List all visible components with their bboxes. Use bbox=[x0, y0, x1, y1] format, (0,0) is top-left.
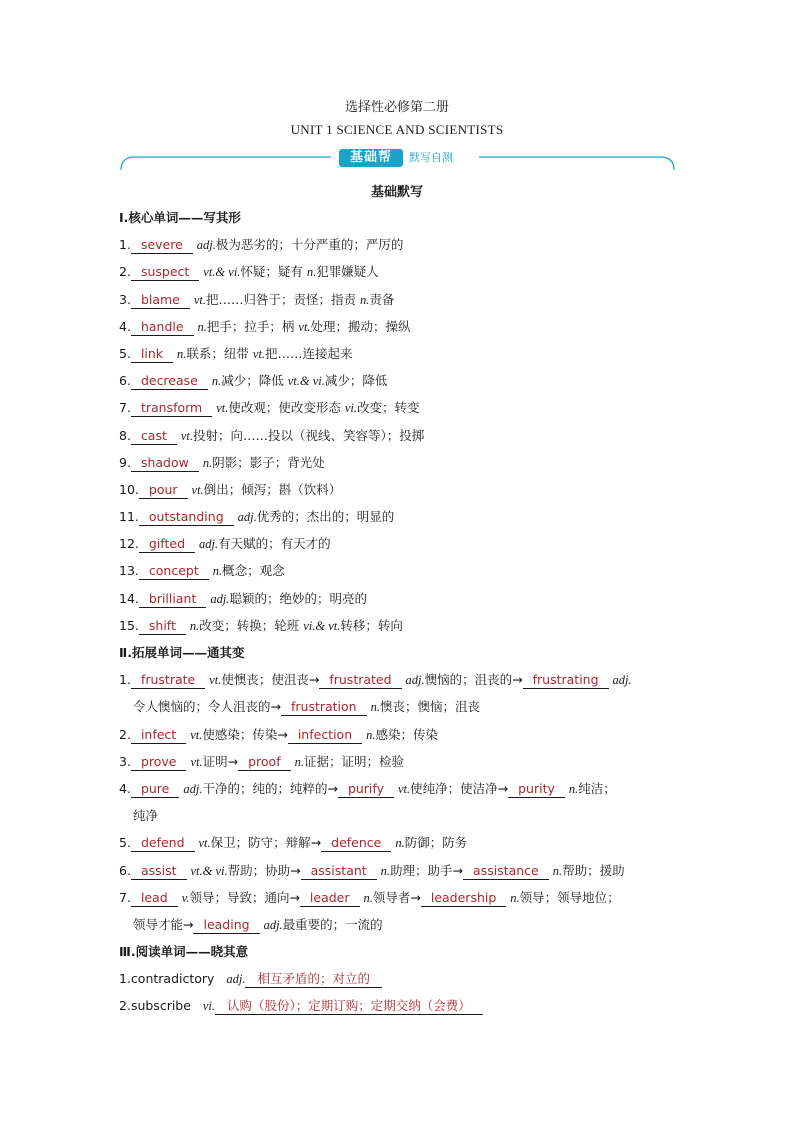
pos-label: vt. bbox=[252, 346, 266, 361]
answer-blank: frustrated bbox=[319, 672, 401, 689]
pos-label: adj. bbox=[263, 917, 283, 932]
definition: 减少；降低 bbox=[221, 373, 288, 389]
answer-blank: assistance bbox=[463, 863, 549, 880]
definition: 使改观；使改变形态 bbox=[228, 400, 345, 416]
list-item bbox=[119, 859, 679, 886]
answer-blank: link bbox=[131, 346, 173, 363]
pos-label: n. bbox=[212, 564, 223, 579]
list-item bbox=[119, 750, 679, 777]
item-number: 13. bbox=[119, 563, 139, 579]
list-item bbox=[119, 478, 679, 505]
list-item-continued bbox=[119, 913, 679, 940]
item-number: 6. bbox=[119, 862, 131, 878]
answer-blank: prove bbox=[131, 754, 187, 771]
definition: 助理；助手→ bbox=[390, 862, 464, 878]
definition: 阴影；影子；背光处 bbox=[212, 454, 325, 470]
definition: 把……连接起来 bbox=[265, 345, 353, 361]
pos-label: vt. bbox=[198, 836, 211, 851]
pos-label: n. bbox=[360, 292, 370, 307]
list-item bbox=[119, 342, 679, 369]
answer-blank: assist bbox=[131, 863, 187, 880]
item-number: 10. bbox=[119, 481, 139, 497]
item-number: 14. bbox=[119, 590, 139, 606]
list-item bbox=[119, 587, 679, 614]
answer-blank: infect bbox=[131, 727, 186, 744]
section-subtitle: 基础默写 bbox=[370, 185, 423, 200]
answer-blank: purity bbox=[508, 781, 565, 798]
definition: 纯净 bbox=[133, 808, 159, 824]
item-number: 1. bbox=[119, 672, 131, 688]
definition: 有天赋的；有天才的 bbox=[218, 536, 331, 552]
answer-blank: frustrating bbox=[523, 672, 609, 689]
item-number: 9. bbox=[119, 454, 131, 470]
definition: 犯罪嫌疑人 bbox=[316, 264, 379, 280]
pos-label: vt. bbox=[216, 401, 229, 416]
list-item bbox=[119, 233, 679, 260]
definition: 概念；观念 bbox=[222, 563, 285, 579]
definition: 优秀的；杰出的；明显的 bbox=[256, 509, 395, 525]
list-item bbox=[119, 505, 679, 532]
item-number: 3. bbox=[119, 291, 131, 307]
definition: 领导者→ bbox=[372, 889, 421, 905]
pos-label: n. bbox=[306, 265, 317, 280]
definition: 领导；导致；通向→ bbox=[189, 889, 300, 905]
pos-label: adj. bbox=[405, 673, 425, 688]
pos-label: vt. bbox=[191, 482, 204, 497]
section3-title: Ⅲ.阅读单词——晓其意 bbox=[119, 944, 249, 960]
definition: 最重要的；一流的 bbox=[282, 916, 383, 932]
answer-blank: concept bbox=[139, 563, 209, 580]
item-number: 2. bbox=[119, 726, 131, 742]
pos-label: n. bbox=[189, 618, 200, 633]
answer-blank: transform bbox=[131, 400, 212, 417]
answer-blank: blame bbox=[131, 292, 190, 309]
answer-blank: outstanding bbox=[139, 509, 234, 526]
pos-label: n. bbox=[380, 863, 391, 878]
list-item bbox=[119, 260, 679, 287]
pos-label: n. bbox=[552, 863, 563, 878]
definition: 怀疑；疑有 bbox=[240, 264, 307, 280]
definition: 联系；纽带 bbox=[186, 345, 253, 361]
list-item-continued bbox=[119, 695, 679, 722]
pos-label: n. bbox=[177, 346, 187, 361]
list-item bbox=[119, 614, 679, 641]
definition: 领导才能→ bbox=[133, 916, 194, 932]
pos-label: n. bbox=[211, 374, 222, 389]
section1-title: Ⅰ.核心单词——写其形 bbox=[119, 210, 241, 225]
definition: 使感染；传染→ bbox=[202, 726, 288, 742]
answer-blank: handle bbox=[131, 319, 194, 336]
definition: 聪颖的；绝妙的；明亮的 bbox=[229, 590, 367, 606]
item-number: 7. bbox=[119, 400, 131, 416]
item-number: 4. bbox=[119, 318, 131, 334]
pos-label: n. bbox=[568, 781, 579, 796]
answer-blank: lead bbox=[131, 890, 178, 907]
pos-label: vt. bbox=[180, 428, 194, 443]
definition: 改变；转换；轮班 bbox=[199, 617, 304, 633]
answer-blank: 相互矛盾的；对立的 bbox=[245, 971, 382, 988]
item-number: 11. bbox=[119, 509, 139, 525]
definition: 转移；转向 bbox=[340, 617, 403, 633]
item-number: 2. bbox=[119, 998, 131, 1014]
answer-blank: leading bbox=[193, 917, 259, 934]
definition: 把……归咎于；责怪；指责 bbox=[206, 291, 360, 307]
pos-label: n. bbox=[366, 727, 376, 742]
definition: 令人懊恼的；令人沮丧的→ bbox=[133, 699, 281, 715]
section-banner bbox=[119, 146, 676, 172]
answer-blank: gifted bbox=[139, 536, 195, 553]
answer-blank: 认购（股份）；定期订购；定期交纳（会费） bbox=[215, 998, 483, 1015]
list-item bbox=[119, 396, 679, 423]
pos-label: vt. bbox=[190, 754, 203, 769]
pos-label: v. bbox=[181, 890, 190, 905]
pos-label: n. bbox=[202, 455, 213, 470]
pos-label: n. bbox=[197, 319, 207, 334]
definition: 投射；向……投以（视线、笑容等）；投掷 bbox=[193, 427, 425, 443]
list-item bbox=[119, 532, 679, 559]
item-number: 4. bbox=[119, 780, 131, 796]
definition: 防御；防务 bbox=[404, 835, 468, 851]
list-item bbox=[119, 559, 679, 586]
definition: 责备 bbox=[369, 291, 395, 307]
item-number: 1. bbox=[119, 971, 131, 987]
pos-label: adj. bbox=[199, 537, 219, 552]
pos-label: adj. bbox=[210, 591, 230, 606]
answer-blank: shift bbox=[139, 618, 186, 635]
list-item bbox=[119, 369, 679, 396]
answer-blank: cast bbox=[131, 428, 177, 445]
pos-label: adj. bbox=[612, 673, 632, 688]
pos-label: vt.& vi. bbox=[287, 374, 325, 389]
definition: 懊丧；懊恼；沮丧 bbox=[379, 699, 480, 715]
definition: 证据；证明；检验 bbox=[303, 753, 404, 769]
definition: 极为恶劣的；十分严重的；严厉的 bbox=[215, 237, 404, 253]
pos-label: vt.& vi. bbox=[190, 863, 228, 878]
pos-label: adj. bbox=[196, 238, 216, 253]
pos-label: vt. bbox=[190, 727, 203, 742]
definition: 把手；拉手；柄 bbox=[206, 318, 299, 334]
pos-label: n. bbox=[395, 836, 405, 851]
definition: 纯洁； bbox=[578, 780, 616, 796]
list-item bbox=[119, 315, 679, 342]
section2-title: Ⅱ.拓展单词——通其变 bbox=[119, 645, 245, 660]
list-item bbox=[119, 777, 679, 804]
pos-label: vt. bbox=[209, 673, 222, 688]
pos-label: adj. bbox=[183, 781, 203, 796]
definition: 改变；转变 bbox=[357, 400, 420, 416]
item-number: 7. bbox=[119, 889, 131, 905]
definition: 倒出；倾泻；斟（饮料） bbox=[203, 481, 342, 497]
list-item bbox=[119, 967, 679, 994]
definition: 干净的；纯的；纯粹的→ bbox=[202, 780, 338, 796]
banner-subtitle: 默写自测 bbox=[409, 151, 453, 164]
pos-label: vi.& vt. bbox=[303, 618, 341, 633]
pos-label: vt. bbox=[397, 781, 411, 796]
list-item bbox=[119, 723, 679, 750]
pos-label: n. bbox=[510, 890, 520, 905]
pos-label: n. bbox=[363, 890, 373, 905]
list-item bbox=[119, 451, 679, 478]
unit-title: UNIT 1 SCIENCE AND SCIENTISTS bbox=[290, 122, 504, 137]
definition: 使懊丧；使沮丧→ bbox=[221, 672, 320, 688]
list-item bbox=[119, 886, 679, 913]
answer-blank: proof bbox=[238, 754, 291, 771]
list-item bbox=[119, 424, 679, 451]
answer-blank: defend bbox=[131, 835, 195, 852]
list-item-continued bbox=[119, 804, 679, 831]
answer-blank: assistant bbox=[301, 863, 377, 880]
list-item bbox=[119, 831, 679, 858]
answer-blank: defence bbox=[321, 835, 391, 852]
answer-blank: frustrate bbox=[131, 672, 205, 689]
pos-label: n. bbox=[370, 700, 380, 715]
pos-label: vi. bbox=[344, 401, 357, 416]
answer-blank: pour bbox=[139, 482, 188, 499]
pos-label: vt. bbox=[298, 319, 311, 334]
item-number: 12. bbox=[119, 536, 139, 552]
pos-label: adj. bbox=[237, 510, 257, 525]
answer-blank: suspect bbox=[131, 264, 199, 281]
answer-blank: decrease bbox=[131, 373, 208, 390]
answer-blank: shadow bbox=[131, 455, 199, 472]
definition: 帮助；协助→ bbox=[227, 862, 301, 878]
list-item bbox=[119, 994, 679, 1021]
pos-label: vt.& vi. bbox=[203, 265, 241, 280]
answer-blank: brilliant bbox=[139, 591, 206, 608]
definition: 处理；搬动；操纵 bbox=[310, 318, 411, 334]
item-number: 1. bbox=[119, 237, 131, 253]
definition: 使纯净；使洁净→ bbox=[410, 780, 509, 796]
item-number: 8. bbox=[119, 427, 131, 443]
item-number: 5. bbox=[119, 835, 131, 851]
answer-blank: pure bbox=[131, 781, 179, 798]
answer-blank: leader bbox=[300, 890, 360, 907]
definition: 帮助；援助 bbox=[562, 862, 625, 878]
volume-title: 选择性必修第二册 bbox=[344, 100, 449, 115]
item-number: 3. bbox=[119, 753, 131, 769]
item-number: 5. bbox=[119, 345, 131, 361]
banner-badge: 基础帮 bbox=[339, 149, 403, 167]
pos-label: n. bbox=[294, 754, 304, 769]
answer-blank: frustration bbox=[281, 699, 367, 716]
vocab-word: subscribe bbox=[130, 998, 191, 1014]
definition: 领导；领导地位； bbox=[519, 889, 620, 905]
answer-blank: purify bbox=[338, 781, 394, 798]
definition: 懊恼的；沮丧的→ bbox=[424, 672, 523, 688]
definition: 保卫；防守；辩解→ bbox=[210, 835, 322, 851]
pos-label: vi. bbox=[202, 999, 216, 1014]
item-number: 2. bbox=[119, 264, 131, 280]
item-number: 6. bbox=[119, 373, 131, 389]
list-item bbox=[119, 668, 679, 695]
answer-blank: severe bbox=[131, 237, 193, 254]
answer-blank: leadership bbox=[421, 890, 506, 907]
definition: 感染；传染 bbox=[375, 726, 439, 742]
answer-blank: infection bbox=[288, 727, 362, 744]
vocab-word: contradictory bbox=[130, 971, 215, 987]
list-item bbox=[119, 288, 679, 315]
definition: 减少；降低 bbox=[324, 373, 388, 389]
pos-label: adj. bbox=[226, 972, 246, 987]
item-number: 15. bbox=[119, 617, 139, 633]
worksheet-content bbox=[119, 206, 679, 1022]
pos-label: vt. bbox=[193, 292, 207, 307]
definition: 证明→ bbox=[202, 753, 239, 769]
